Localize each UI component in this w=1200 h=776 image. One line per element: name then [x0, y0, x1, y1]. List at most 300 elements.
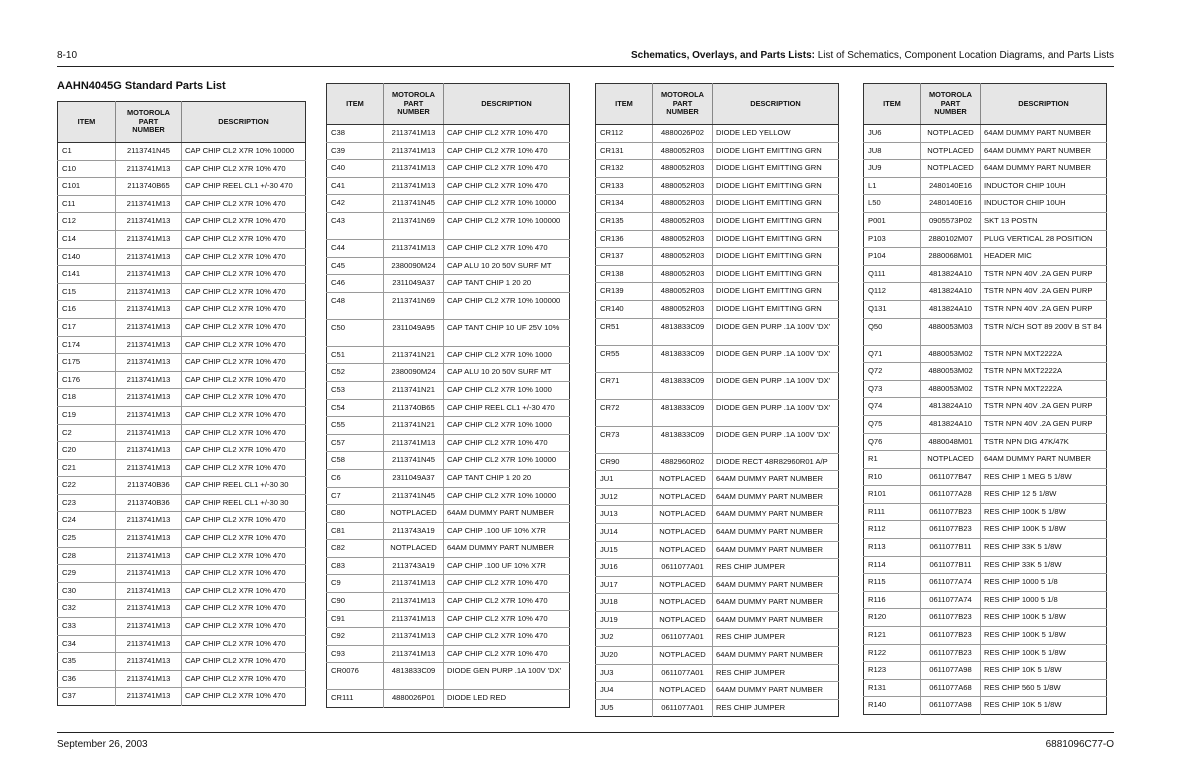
- part-number-cell: 2113741N45: [384, 195, 444, 213]
- description-cell: TSTR NPN MXT2222A: [981, 345, 1107, 363]
- table-row: [864, 142, 1107, 160]
- header-rule: [57, 66, 1114, 67]
- table-row: [327, 257, 570, 275]
- part-number-cell: 2113741M13: [116, 618, 182, 636]
- footer-date: September 26, 2003: [57, 739, 148, 750]
- part-number-cell: 4813824A10: [921, 415, 981, 433]
- description-cell: CAP CHIP CL2 X7R 10% 470: [182, 530, 306, 548]
- item-cell: C141: [58, 266, 116, 284]
- table-row: [864, 363, 1107, 381]
- part-number-cell: NOTPLACED: [653, 647, 713, 665]
- item-cell: C10: [58, 160, 116, 178]
- table-row: [58, 530, 306, 548]
- part-number-cell: 2113740B36: [116, 494, 182, 512]
- description-cell: CAP CHIP CL2 X7R 10% 470: [444, 239, 570, 257]
- part-number-cell: 4880053M02: [921, 363, 981, 381]
- description-cell: DIODE LIGHT EMITTING GRN: [713, 283, 839, 301]
- table-row: [596, 471, 839, 489]
- item-cell: C52: [327, 364, 384, 382]
- description-cell: 64AM DUMMY PART NUMBER: [981, 125, 1107, 143]
- table-row: [864, 697, 1107, 715]
- description-cell: CAP CHIP CL2 X7R 10% 1000: [444, 381, 570, 399]
- item-cell: C14: [58, 230, 116, 248]
- table-row: [596, 212, 839, 230]
- part-number-cell: 2113741N21: [384, 381, 444, 399]
- item-cell: CR0076: [327, 663, 384, 690]
- item-cell: JU13: [596, 506, 653, 524]
- item-cell: C82: [327, 540, 384, 558]
- part-number-cell: 2311049A95: [384, 319, 444, 346]
- table-row: [58, 582, 306, 600]
- description-cell: DIODE LIGHT EMITTING GRN: [713, 195, 839, 213]
- part-number-cell: 4813833C09: [653, 399, 713, 426]
- part-number-cell: 2113741M13: [116, 354, 182, 372]
- item-cell: CR132: [596, 160, 653, 178]
- description-cell: CAP CHIP CL2 X7R 10% 470: [182, 248, 306, 266]
- description-cell: CAP CHIP CL2 X7R 10% 470: [444, 434, 570, 452]
- table-row: [327, 645, 570, 663]
- col-header-item: ITEM: [327, 84, 384, 125]
- table-row: [58, 266, 306, 284]
- description-cell: CAP CHIP CL2 X7R 10% 470: [182, 406, 306, 424]
- description-cell: CAP CHIP CL2 X7R 10% 470: [182, 213, 306, 231]
- table-row: [864, 556, 1107, 574]
- table-row: [596, 372, 839, 399]
- description-cell: CAP CHIP CL2 X7R 10% 470: [182, 653, 306, 671]
- item-cell: C22: [58, 477, 116, 495]
- part-number-cell: 2113741M13: [116, 582, 182, 600]
- part-number-cell: NOTPLACED: [653, 682, 713, 700]
- table-row: [596, 488, 839, 506]
- item-cell: C24: [58, 512, 116, 530]
- item-cell: C46: [327, 275, 384, 293]
- item-cell: R120: [864, 609, 921, 627]
- description-cell: CAP TANT CHIP 10 UF 25V 10%: [444, 319, 570, 346]
- item-cell: C37: [58, 688, 116, 706]
- part-number-cell: 2113741M13: [384, 610, 444, 628]
- table-row: [58, 424, 306, 442]
- table-row: [864, 591, 1107, 609]
- description-cell: CAP CHIP CL2 X7R 10% 470: [182, 459, 306, 477]
- description-cell: DIODE LIGHT EMITTING GRN: [713, 265, 839, 283]
- part-number-cell: NOTPLACED: [653, 488, 713, 506]
- part-number-cell: 2113741M13: [116, 336, 182, 354]
- item-cell: CR73: [596, 426, 653, 453]
- description-cell: CAP CHIP CL2 X7R 10% 1000: [444, 346, 570, 364]
- parts-table-1: [57, 101, 306, 706]
- description-cell: RES CHIP JUMPER: [713, 664, 839, 682]
- running-header-subtitle: List of Schematics, Component Location Diagrams, and Parts Lists: [814, 50, 1114, 61]
- part-number-cell: 2113741N21: [384, 417, 444, 435]
- part-number-cell: NOTPLACED: [921, 160, 981, 178]
- part-number-cell: 2113740B65: [116, 178, 182, 196]
- part-number-cell: 2113740B36: [116, 477, 182, 495]
- description-cell: DIODE GEN PURP .1A 100V 'DX': [444, 663, 570, 690]
- description-cell: CAP CHIP REEL CL1 +/-30 30: [182, 494, 306, 512]
- table-row: [864, 398, 1107, 416]
- description-cell: 64AM DUMMY PART NUMBER: [981, 160, 1107, 178]
- part-number-cell: 2113741M13: [116, 248, 182, 266]
- item-cell: C90: [327, 593, 384, 611]
- description-cell: TSTR NPN DIG 47K/47K: [981, 433, 1107, 451]
- item-cell: CR140: [596, 300, 653, 318]
- part-number-cell: NOTPLACED: [653, 471, 713, 489]
- item-cell: C7: [327, 487, 384, 505]
- description-cell: RES CHIP 1 MEG 5 1/8W: [981, 468, 1107, 486]
- item-cell: JU6: [864, 125, 921, 143]
- table-row: [327, 381, 570, 399]
- part-number-cell: NOTPLACED: [653, 506, 713, 524]
- description-cell: RES CHIP JUMPER: [713, 629, 839, 647]
- part-number-cell: NOTPLACED: [653, 541, 713, 559]
- table-row: [58, 670, 306, 688]
- table-row: [58, 547, 306, 565]
- part-number-cell: 2113741N69: [384, 292, 444, 319]
- item-cell: JU3: [596, 664, 653, 682]
- description-cell: CAP CHIP CL2 X7R 10% 470: [182, 371, 306, 389]
- col-header-description: DESCRIPTION: [981, 84, 1107, 125]
- table-row: [864, 318, 1107, 345]
- table-row: [596, 283, 839, 301]
- item-cell: JU20: [596, 647, 653, 665]
- item-cell: C1: [58, 143, 116, 161]
- description-cell: CAP CHIP REEL CL1 +/-30 470: [444, 399, 570, 417]
- description-cell: CAP TANT CHIP 1 20 20: [444, 469, 570, 487]
- table-row: [864, 345, 1107, 363]
- table-row: [58, 143, 306, 161]
- description-cell: INDUCTOR CHIP 10UH: [981, 177, 1107, 195]
- part-number-cell: 2113741M13: [384, 125, 444, 143]
- table-row: [58, 688, 306, 706]
- table-row: [327, 610, 570, 628]
- part-number-cell: 4880053M02: [921, 380, 981, 398]
- table-row: [58, 195, 306, 213]
- table-row: [596, 195, 839, 213]
- part-number-cell: 0611077A74: [921, 591, 981, 609]
- page-number: 8-10: [57, 50, 78, 61]
- table-row: [327, 399, 570, 417]
- description-cell: RES CHIP 100K 5 1/8W: [981, 644, 1107, 662]
- part-number-cell: NOTPLACED: [921, 142, 981, 160]
- part-number-cell: 2113741M13: [116, 547, 182, 565]
- table-row: [58, 406, 306, 424]
- table-row: [864, 433, 1107, 451]
- table-row: [327, 142, 570, 160]
- description-cell: CAP CHIP CL2 X7R 10% 10000: [444, 452, 570, 470]
- part-number-cell: 2880102M07: [921, 230, 981, 248]
- description-cell: RES CHIP JUMPER: [713, 559, 839, 577]
- part-number-cell: 2113741N45: [116, 143, 182, 161]
- item-cell: C176: [58, 371, 116, 389]
- part-number-cell: 4813833C09: [653, 372, 713, 399]
- item-cell: CR90: [596, 453, 653, 471]
- item-cell: C19: [58, 406, 116, 424]
- table-row: [864, 574, 1107, 592]
- part-number-cell: 0611077B23: [921, 503, 981, 521]
- description-cell: TSTR NPN 40V .2A GEN PURP: [981, 300, 1107, 318]
- description-cell: TSTR NPN 40V .2A GEN PURP: [981, 398, 1107, 416]
- part-number-cell: 2380090M24: [384, 364, 444, 382]
- part-number-cell: 2113741M13: [384, 142, 444, 160]
- table-row: [596, 523, 839, 541]
- description-cell: CAP CHIP CL2 X7R 10% 10000: [182, 143, 306, 161]
- part-number-cell: 0611077A98: [921, 697, 981, 715]
- table-row: [327, 593, 570, 611]
- item-cell: CR133: [596, 177, 653, 195]
- item-cell: C12: [58, 213, 116, 231]
- item-cell: C174: [58, 336, 116, 354]
- description-cell: CAP CHIP CL2 X7R 10% 470: [182, 442, 306, 460]
- part-number-cell: NOTPLACED: [921, 125, 981, 143]
- part-number-cell: 4880052R03: [653, 230, 713, 248]
- table-row: [58, 371, 306, 389]
- description-cell: RES CHIP JUMPER: [713, 699, 839, 717]
- part-number-cell: 0611077B11: [921, 539, 981, 557]
- table-row: [596, 399, 839, 426]
- table-row: [327, 364, 570, 382]
- item-cell: CR136: [596, 230, 653, 248]
- part-number-cell: 4813824A10: [921, 300, 981, 318]
- part-number-cell: 0611077B23: [921, 609, 981, 627]
- item-cell: R140: [864, 697, 921, 715]
- description-cell: CAP CHIP CL2 X7R 10% 100000: [444, 292, 570, 319]
- item-cell: Q50: [864, 318, 921, 345]
- table-row: [327, 275, 570, 293]
- parts-table-3: [595, 83, 839, 717]
- part-number-cell: 2311049A37: [384, 275, 444, 293]
- item-cell: Q73: [864, 380, 921, 398]
- table-row: [327, 575, 570, 593]
- description-cell: DIODE LED RED: [444, 690, 570, 708]
- part-number-cell: 2113740B65: [384, 399, 444, 417]
- item-cell: JU17: [596, 576, 653, 594]
- description-cell: RES CHIP 100K 5 1/8W: [981, 609, 1107, 627]
- table-row: [864, 679, 1107, 697]
- description-cell: CAP CHIP CL2 X7R 10% 470: [182, 547, 306, 565]
- part-number-cell: 4880053M03: [921, 318, 981, 345]
- table-row: [596, 318, 839, 345]
- part-number-cell: 2113741M13: [116, 635, 182, 653]
- item-cell: R113: [864, 539, 921, 557]
- item-cell: JU9: [864, 160, 921, 178]
- description-cell: DIODE LIGHT EMITTING GRN: [713, 160, 839, 178]
- table-row: [327, 505, 570, 523]
- table-row: [596, 230, 839, 248]
- table-row: [864, 177, 1107, 195]
- description-cell: CAP ALU 10 20 50V SURF MT: [444, 364, 570, 382]
- table-row: [327, 195, 570, 213]
- description-cell: CAP CHIP CL2 X7R 10% 470: [182, 635, 306, 653]
- part-number-cell: 2113741M13: [116, 600, 182, 618]
- part-number-cell: 2113741M13: [384, 434, 444, 452]
- item-cell: C30: [58, 582, 116, 600]
- description-cell: TSTR N/CH SOT 89 200V B ST 84: [981, 318, 1107, 345]
- part-number-cell: 0905573P02: [921, 212, 981, 230]
- item-cell: CR72: [596, 399, 653, 426]
- part-number-cell: 4813833C09: [653, 318, 713, 345]
- item-cell: Q111: [864, 265, 921, 283]
- table-row: [327, 628, 570, 646]
- part-number-cell: 4880052R03: [653, 283, 713, 301]
- table-row: [864, 195, 1107, 213]
- item-cell: C18: [58, 389, 116, 407]
- description-cell: DIODE GEN PURP .1A 100V 'DX': [713, 399, 839, 426]
- description-cell: CAP CHIP CL2 X7R 10% 470: [182, 582, 306, 600]
- description-cell: CAP CHIP CL2 X7R 10% 470: [182, 266, 306, 284]
- part-number-cell: 2113741M13: [116, 565, 182, 583]
- table-row: [58, 160, 306, 178]
- part-number-cell: 4880052R03: [653, 300, 713, 318]
- item-cell: JU1: [596, 471, 653, 489]
- description-cell: CAP CHIP CL2 X7R 10% 470: [182, 565, 306, 583]
- description-cell: RES CHIP 1000 5 1/8: [981, 591, 1107, 609]
- part-number-cell: 0611077B23: [921, 644, 981, 662]
- item-cell: C93: [327, 645, 384, 663]
- item-cell: C175: [58, 354, 116, 372]
- description-cell: 64AM DUMMY PART NUMBER: [713, 471, 839, 489]
- item-cell: R1: [864, 451, 921, 469]
- part-number-cell: 0611077B11: [921, 556, 981, 574]
- part-number-cell: 4880026P01: [384, 690, 444, 708]
- description-cell: CAP CHIP CL2 X7R 10% 470: [444, 593, 570, 611]
- description-cell: CAP CHIP CL2 X7R 10% 470: [182, 512, 306, 530]
- description-cell: CAP CHIP CL2 X7R 10% 470: [444, 628, 570, 646]
- table-row: [596, 300, 839, 318]
- part-number-cell: 2113741M13: [116, 230, 182, 248]
- item-cell: C25: [58, 530, 116, 548]
- part-number-cell: 4813824A10: [921, 398, 981, 416]
- table-row: [864, 451, 1107, 469]
- description-cell: DIODE LIGHT EMITTING GRN: [713, 248, 839, 266]
- part-number-cell: 0611077A68: [921, 679, 981, 697]
- part-number-cell: NOTPLACED: [653, 576, 713, 594]
- item-cell: C42: [327, 195, 384, 213]
- table-row: [58, 248, 306, 266]
- part-number-cell: 0611077A01: [653, 629, 713, 647]
- item-cell: R131: [864, 679, 921, 697]
- part-number-cell: 4880052R03: [653, 195, 713, 213]
- part-number-cell: 2113741M13: [116, 195, 182, 213]
- item-cell: Q72: [864, 363, 921, 381]
- table-row: [596, 142, 839, 160]
- item-cell: C21: [58, 459, 116, 477]
- table-row: [596, 664, 839, 682]
- part-number-cell: 2113741M13: [384, 593, 444, 611]
- description-cell: TSTR NPN MXT2222A: [981, 363, 1107, 381]
- item-cell: Q76: [864, 433, 921, 451]
- item-cell: CR137: [596, 248, 653, 266]
- item-cell: C33: [58, 618, 116, 636]
- description-cell: CAP CHIP CL2 X7R 10% 470: [444, 610, 570, 628]
- description-cell: CAP CHIP CL2 X7R 10% 470: [182, 160, 306, 178]
- item-cell: R116: [864, 591, 921, 609]
- part-number-cell: 0611077B23: [921, 521, 981, 539]
- description-cell: CAP CHIP .100 UF 10% X7R: [444, 522, 570, 540]
- table-row: [58, 318, 306, 336]
- item-cell: JU8: [864, 142, 921, 160]
- description-cell: TSTR NPN 40V .2A GEN PURP: [981, 265, 1107, 283]
- item-cell: C83: [327, 557, 384, 575]
- item-cell: R111: [864, 503, 921, 521]
- part-number-cell: 4880052R03: [653, 248, 713, 266]
- part-number-cell: 2113741M13: [116, 160, 182, 178]
- item-cell: L1: [864, 177, 921, 195]
- col-header-item: ITEM: [864, 84, 921, 125]
- table-row: [864, 380, 1107, 398]
- description-cell: HEADER MIC: [981, 248, 1107, 266]
- item-cell: C9: [327, 575, 384, 593]
- col-header-description: DESCRIPTION: [182, 102, 306, 143]
- table-row: [327, 417, 570, 435]
- item-cell: Q71: [864, 345, 921, 363]
- description-cell: CAP CHIP REEL CL1 +/-30 30: [182, 477, 306, 495]
- table-row: [58, 565, 306, 583]
- table-row: [58, 600, 306, 618]
- description-cell: SKT 13 POSTN: [981, 212, 1107, 230]
- table-row: [58, 389, 306, 407]
- table-row: [864, 265, 1107, 283]
- part-number-cell: 4880048M01: [921, 433, 981, 451]
- part-number-cell: 4880052R03: [653, 212, 713, 230]
- description-cell: CAP CHIP CL2 X7R 10% 470: [444, 125, 570, 143]
- col-header-part-number: MOTOROLA PART NUMBER: [384, 84, 444, 125]
- table-row: [327, 177, 570, 195]
- table-row: [864, 212, 1107, 230]
- part-number-cell: 4880052R03: [653, 265, 713, 283]
- item-cell: C23: [58, 494, 116, 512]
- description-cell: DIODE LIGHT EMITTING GRN: [713, 212, 839, 230]
- item-cell: Q75: [864, 415, 921, 433]
- item-cell: C50: [327, 319, 384, 346]
- table-row: [864, 609, 1107, 627]
- table-row: [58, 459, 306, 477]
- table-row: [58, 442, 306, 460]
- table-row: [864, 627, 1107, 645]
- item-cell: C40: [327, 160, 384, 178]
- item-cell: C48: [327, 292, 384, 319]
- item-cell: C51: [327, 346, 384, 364]
- item-cell: R114: [864, 556, 921, 574]
- table-row: [327, 469, 570, 487]
- item-cell: C15: [58, 283, 116, 301]
- description-cell: 64AM DUMMY PART NUMBER: [713, 647, 839, 665]
- part-number-cell: 0611077B23: [921, 627, 981, 645]
- item-cell: CR55: [596, 345, 653, 372]
- description-cell: DIODE GEN PURP .1A 100V 'DX': [713, 426, 839, 453]
- part-number-cell: 2113741M13: [384, 160, 444, 178]
- table-row: [58, 618, 306, 636]
- item-cell: C81: [327, 522, 384, 540]
- part-number-cell: 2113741M13: [116, 670, 182, 688]
- part-number-cell: 4880052R03: [653, 160, 713, 178]
- part-number-cell: 4882960R02: [653, 453, 713, 471]
- description-cell: CAP CHIP CL2 X7R 10% 470: [182, 688, 306, 706]
- table-row: [596, 506, 839, 524]
- table-row: [327, 160, 570, 178]
- description-cell: CAP CHIP CL2 X7R 10% 470: [182, 301, 306, 319]
- item-cell: C29: [58, 565, 116, 583]
- table-row: [596, 345, 839, 372]
- part-number-cell: 2113741M13: [116, 266, 182, 284]
- running-header: [631, 50, 1114, 61]
- description-cell: RES CHIP 33K 5 1/8W: [981, 539, 1107, 557]
- part-number-cell: NOTPLACED: [653, 611, 713, 629]
- item-cell: JU4: [596, 682, 653, 700]
- part-number-cell: 2880068M01: [921, 248, 981, 266]
- description-cell: RES CHIP 1000 5 1/8: [981, 574, 1107, 592]
- part-number-cell: 2113741M13: [384, 628, 444, 646]
- part-number-cell: 2113741M13: [116, 371, 182, 389]
